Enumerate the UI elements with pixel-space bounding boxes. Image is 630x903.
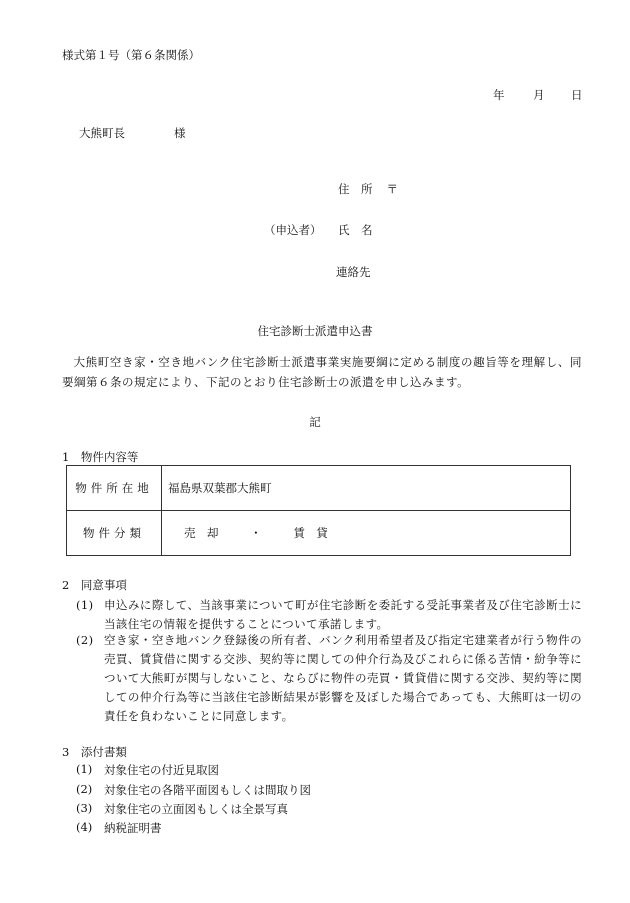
attachment-item-number: (2) [76,782,93,796]
property-location-value: 福島県双葉郡大熊町 [162,466,571,511]
form-number: 様式第１号（第６条関係） [62,48,200,62]
applicant-label: （申込者） [264,223,322,237]
agreement-item-text: 空き家・空き地バンク登録後の所有者、バンク利用希望者及び指定宅建業者が行う物件の売買、賃貸借に関する交渉、契約等に関しての仲介行為及びこれらに係る苦情・紛争等について大熊町が関与しないこと、ならびに物件の売買・賃貸借に関する交渉、契約等に関しての仲介行為等に当該住宅診断結果が影響を及ぼした場合であっても、大熊町は一切の責任を負わないことに同意します。 [104,633,582,723]
applicant-address-field [338,181,398,197]
agreement-item-number: (2) [76,633,94,647]
agreement-item [76,596,582,634]
attachment-item-number: (1) [76,762,93,776]
option-sale: 売 却 [184,526,219,540]
attachment-item [76,801,288,817]
property-type-options [162,511,571,556]
attachment-item [76,762,219,778]
agreement-item-text: 申込みに際して、当該事業について町が住宅診断を委託する受託事業者及び住宅診断士に当該住宅の情報を提供することについて承諾します。 [104,598,582,631]
ki-marker: 記 [309,415,321,429]
section-3-heading: 3 添付書類 [62,745,127,759]
postal-mark: 〒 [386,182,398,196]
option-separator: ・ [250,526,262,540]
attachment-item-text: 納税証明書 [104,821,162,835]
property-table [66,465,571,556]
attachment-item-text: 対象住宅の立面図もしくは全景写真 [104,802,288,816]
date-day-label: 日 [571,88,583,102]
document-title: 住宅診断士派遣申込書 [257,324,373,338]
attachment-item-text: 対象住宅の各階平面図もしくは間取り図 [104,783,311,797]
property-type-label: 物件分類 [67,511,162,556]
attachment-item-number: (4) [76,820,93,834]
application-statement: 大熊町空き家・空き地バンク住宅診断士派遣事業実施要綱に定める制度の趣旨等を理解し、同要綱第６条の規定により、下記のとおり住宅診断士の派遣を申し込みます。 [62,355,582,389]
section-2-heading: 2 同意事項 [62,578,127,592]
property-location-label: 物件所在地 [67,466,162,511]
date-year-label: 年 [493,88,505,102]
option-lease: 賃 貸 [293,526,328,540]
agreement-item [76,631,582,726]
attachment-item-number: (3) [76,801,93,815]
contact-label: 連絡先 [336,265,371,279]
table-row [67,466,571,511]
attachment-item [76,782,311,798]
addressee [79,125,186,141]
name-label: 氏 名 [338,223,373,237]
addressee-name: 大熊町長 [79,126,125,140]
date-month-label: 月 [533,88,545,102]
addressee-suffix: 様 [174,126,186,140]
address-label: 住 所 [338,182,373,196]
agreement-item-number: (1) [76,598,94,612]
attachment-item-text: 対象住宅の付近見取図 [104,763,219,777]
table-row [67,511,571,556]
section-1-heading: 1 物件内容等 [62,450,139,464]
attachment-item [76,820,162,836]
